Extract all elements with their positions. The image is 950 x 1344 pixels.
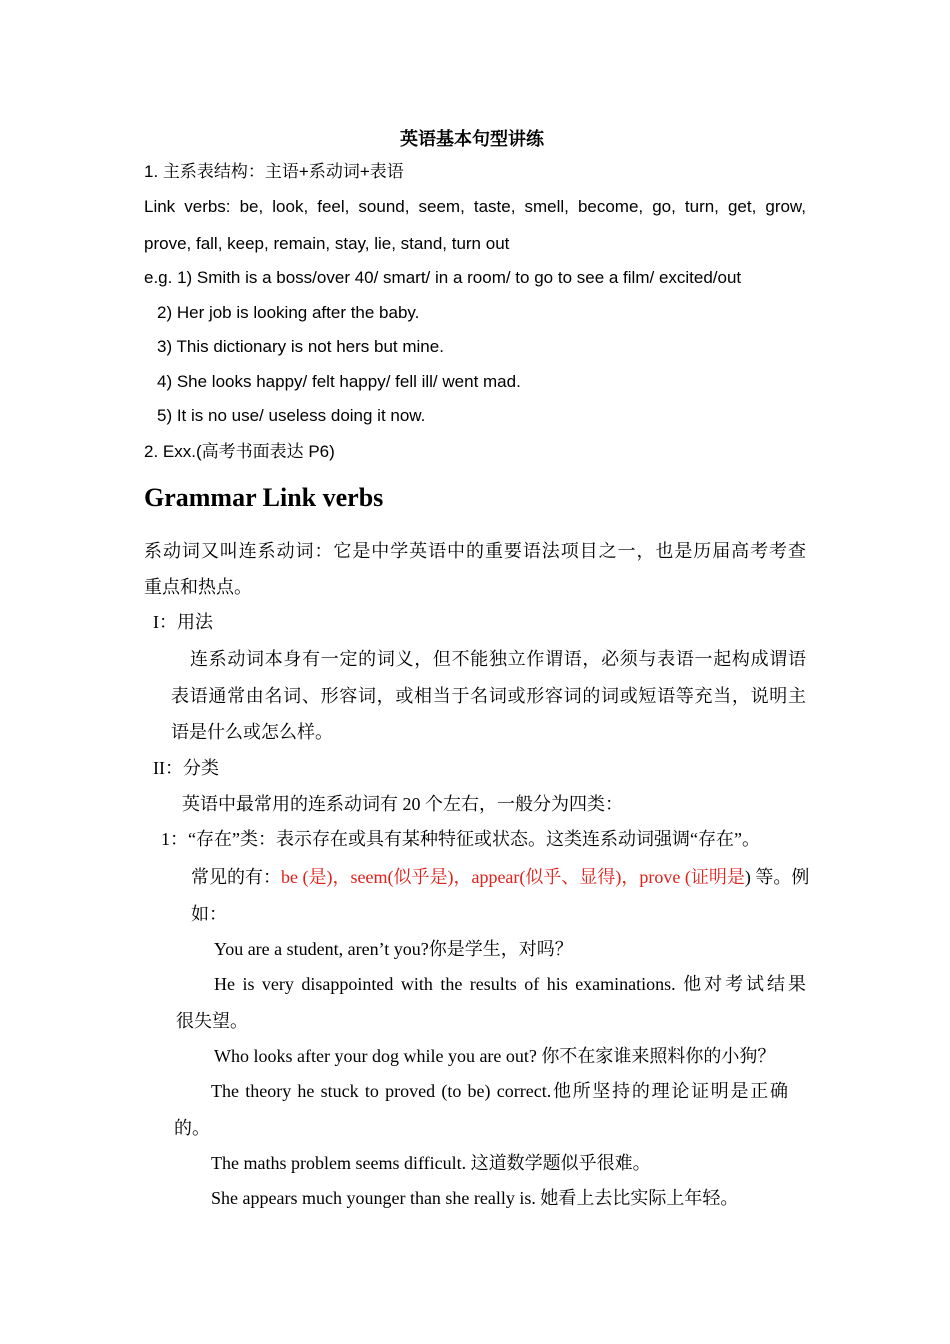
- example-1: e.g. 1) Smith is a boss/over 40/ smart/ in a room/ to go to see a film/ excited/out: [144, 268, 742, 287]
- usage-line-1: 连系动词本身有一定的词义，但不能独立作谓语，必须与表语一起构成谓语: [190, 649, 806, 669]
- example-sentence-3: Who looks after your dog while you are out? 你不在家谁来照料你的小狗？: [214, 1046, 776, 1066]
- example-2: 2) Her job is looking after the baby.: [157, 303, 420, 322]
- category-1-line: 1：“存在”类：表示存在或具有某种特征或状态。这类连系动词强调“存在”。: [161, 829, 760, 849]
- example-4: 4) She looks happy/ felt happy/ fell ill/ went mad.: [157, 372, 521, 391]
- example-sentence-5: The maths problem seems difficult. 这道数学题似乎很难。: [211, 1153, 651, 1173]
- usage-line-3: 语是什么或怎么样。: [171, 722, 333, 742]
- category-1-common-end: 如：: [191, 904, 227, 924]
- example-sentence-4b: 的。: [174, 1118, 210, 1138]
- example-sentence-6: She appears much younger than she really is. 她看上去比实际上年轻。: [211, 1188, 739, 1208]
- common-verbs-red: be (是)，seem(似乎是)，appear(似乎、显得)，prove (证明是: [281, 867, 745, 887]
- common-suffix: ) 等。例: [744, 867, 810, 887]
- example-sentence-2b: 很失望。: [176, 1011, 248, 1031]
- grammar-intro-line-2: 重点和热点。: [144, 577, 252, 597]
- example-sentence-4a: The theory he stuck to proved (to be) correct.他所坚持的理论证明是正确: [211, 1081, 788, 1101]
- example-sentence-2a: He is very disappointed with the results of his examinations. 他对考试结果: [214, 974, 806, 994]
- example-3: 3) This dictionary is not hers but mine.: [157, 337, 444, 356]
- example-5: 5) It is no use/ useless doing it now.: [157, 406, 426, 425]
- document-title: 英语基本句型讲练: [400, 129, 544, 149]
- classification-intro: 英语中最常用的连系动词有 20 个左右，一般分为四类：: [182, 794, 623, 814]
- grammar-heading: Grammar Link verbs: [144, 483, 384, 512]
- usage-heading: I：用法: [153, 612, 213, 632]
- link-verbs-line-2: prove, fall, keep, remain, stay, lie, stand, turn out: [144, 234, 510, 253]
- usage-line-2: 表语通常由名词、形容词，或相当于名词或形容词的词或短语等充当，说明主: [171, 686, 806, 706]
- common-prefix: 常见的有：: [191, 867, 281, 887]
- section-2-heading: 2. Exx.(高考书面表达 P6): [144, 442, 335, 461]
- example-sentence-1: You are a student, aren’t you?你是学生，对吗？: [214, 939, 573, 959]
- section-1-heading: 1. 主系表结构：主语+系动词+表语: [144, 162, 404, 181]
- category-1-common: [191, 865, 809, 889]
- classification-heading: II：分类: [153, 758, 219, 778]
- grammar-intro-line-1: 系动词又叫连系动词：它是中学英语中的重要语法项目之一，也是历届高考考查: [144, 541, 806, 561]
- link-verbs-line-1: Link verbs: be, look, feel, sound, seem, taste, smell, become, go, turn, get, grow,: [144, 197, 806, 216]
